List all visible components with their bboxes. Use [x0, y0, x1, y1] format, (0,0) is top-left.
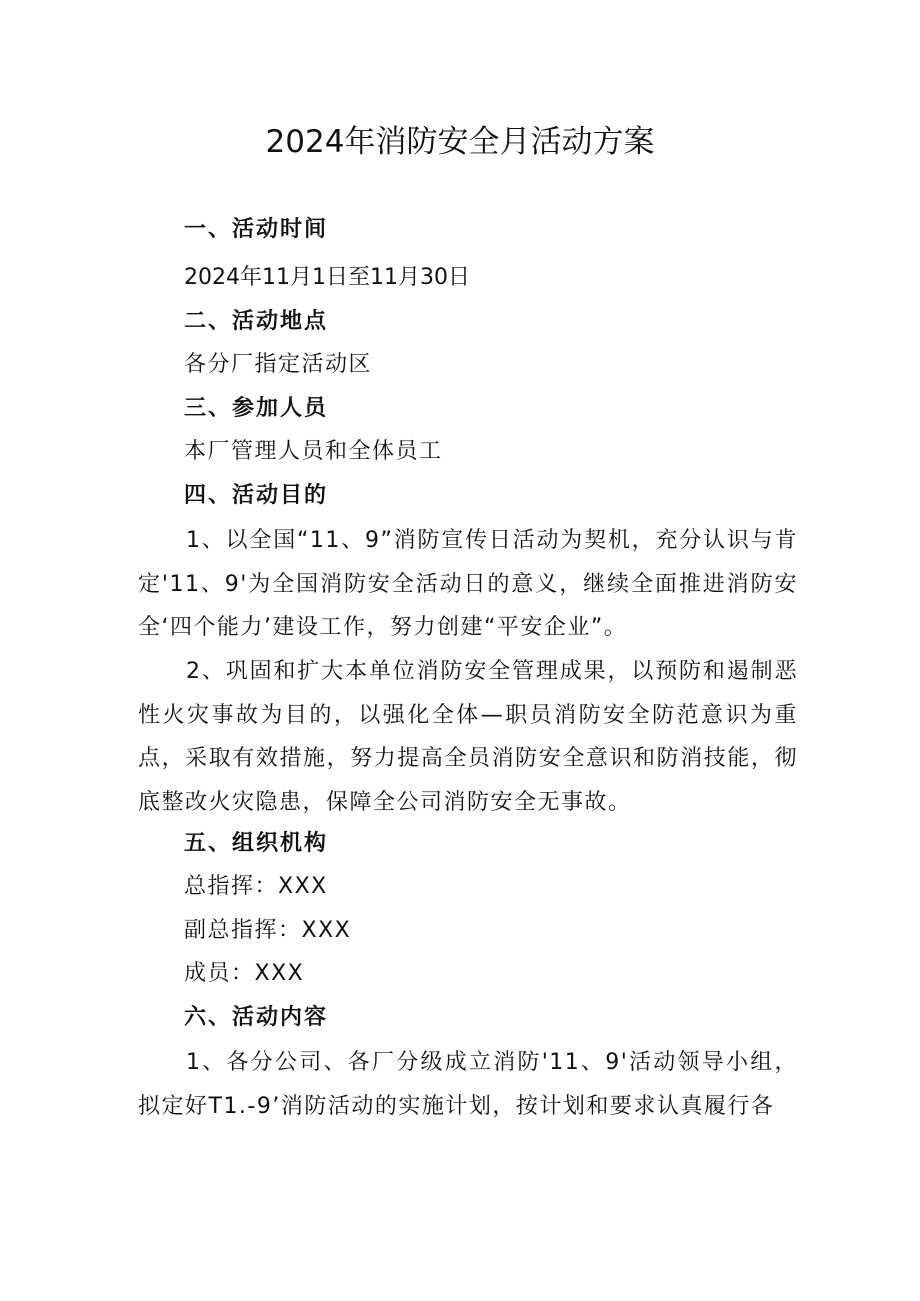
content-paragraph-1: 1、各分公司、各厂分级成立消防'11、9'活动领导小组，拟定好T1.-9’消防活动的实施计划，按计划和要求认真履行各 [138, 1050, 798, 1119]
document-title: 2024年消防安全月活动方案 [265, 124, 655, 160]
section-heading-content: 六、活动内容 [184, 1005, 329, 1030]
section-text-place: 各分厂指定活动区 [184, 352, 373, 377]
section-heading-place: 二、活动地点 [184, 309, 329, 334]
section-heading-people: 三、参加人员 [184, 396, 329, 421]
section-heading-org: 五、组织机构 [184, 831, 329, 856]
purpose-paragraph-2: 2、巩固和扩大本单位消防安全管理成果，以预防和遏制恶性火灾事故为目的，以强化全体—职员消防安全防范意识为重点，采取有效措施，努力提高全员消防安全意识和防消技能，彻底整改火灾隐患，保障全公司消防安全无事故。 [138, 659, 798, 815]
section-text-time: 2024年11月1日至11月30日 [184, 265, 470, 290]
section-heading-purpose: 四、活动目的 [184, 483, 329, 508]
org-vice-commander: 副总指挥：XXX [184, 918, 352, 943]
section-heading-time: 一、活动时间 [184, 217, 329, 242]
org-commander: 总指挥：XXX [184, 874, 328, 899]
org-members: 成员：XXX [184, 961, 305, 986]
purpose-paragraph-1: 1、以全国“11、9”消防宣传日活动为契机，充分认识与肯定'11、9'为全国消防安全活动日的意义，继续全面推进消防安全‘四个能力’建设工作，努力创建“平安企业”。 [138, 528, 798, 640]
section-text-people: 本厂管理人员和全体员工 [184, 439, 443, 464]
